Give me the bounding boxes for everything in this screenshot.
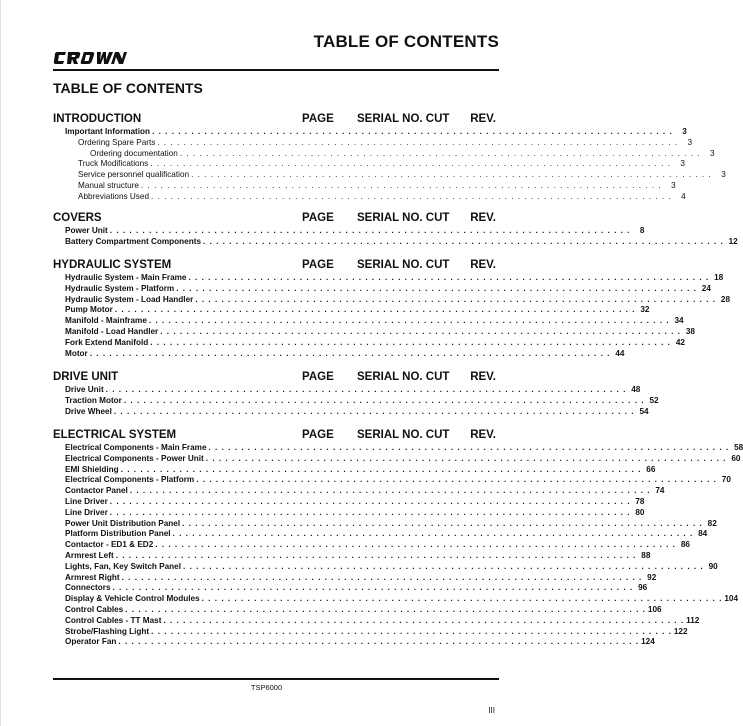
entry-label: Armrest Right	[65, 572, 120, 582]
entry-label: Drive Unit	[65, 385, 104, 394]
section-header	[53, 371, 499, 385]
dot-leader: . . . . . . . . . . . . . . . . . . . . . . . . . . . . . . . . . . . . . . . . . . . . . . . . . . . . . . . . . . . . . . . . . . . . . . . . . . . . . . . .	[188, 273, 710, 282]
toc-entry[interactable]	[78, 180, 676, 192]
toc-entry[interactable]	[65, 406, 649, 418]
entry-label: Truck Modifications	[78, 159, 149, 169]
toc-entry[interactable]	[65, 294, 730, 306]
dot-leader: . . . . . . . . . . . . . . . . . . . . . . . . . . . . . . . . . . . . . . . . . . . . . . . . . . . . . . . . . . . . . . . . . . . . . . . . . . . . . . . .	[196, 475, 717, 485]
entry-page-number: 106	[647, 604, 662, 614]
toc-section	[53, 429, 743, 648]
dot-leader: . . . . . . . . . . . . . . . . . . . . . . . . . . . . . . . . . . . . . . . . . . . . . . . . . . . . . . . . . . . . . . . . . . . . . . . . . . . . . . . .	[172, 529, 694, 539]
rev-column-header: REV.	[470, 371, 496, 383]
page-edge	[0, 0, 1, 726]
section-header	[53, 259, 499, 273]
page-column-header: PAGE	[302, 259, 334, 271]
entry-page-number: 48	[631, 385, 641, 394]
entry-label: Control Cables - TT Mast	[65, 615, 162, 625]
entry-page-number: 3	[671, 180, 676, 190]
dot-leader: . . . . . . . . . . . . . . . . . . . . . . . . . . . . . . . . . . . . . . . . . . . . . . . . . . . . . . . . . . . . . . . . . . . . . . . . . . . . . . . .	[150, 337, 671, 347]
entry-label: Contactor - ED1 & ED2	[65, 540, 154, 550]
toc-entry[interactable]	[65, 594, 739, 605]
serial-column-header: SERIAL NO. CUT	[357, 212, 450, 224]
rev-column-header: REV.	[470, 259, 496, 271]
entry-page-number: 86	[680, 540, 690, 550]
dot-leader: . . . . . . . . . . . . . . . . . . . . . . . . . . . . . . . . . . . . . . . . . . . . . . . . . . . . . . . . . . . . . . . . . . . . . . . . . . . . . . . .	[121, 572, 643, 582]
dot-leader: . . . . . . . . . . . . . . . . . . . . . . . . . . . . . . . . . . . . . . . . . . . . . . . . . . . . . . . . . . . . . . . . . . . . . . . . . . . . . . . .	[179, 148, 701, 158]
page-title: TABLE OF CONTENTS	[313, 32, 499, 51]
entry-label: Manifold - Mainframe	[65, 316, 147, 326]
dot-leader: . . . . . . . . . . . . . . . . . . . . . . . . . . . . . . . . . . . . . . . . . . . . . . . . . . . . . . . . . . . . . . . . . . . . . . . . . . . . . . . .	[115, 550, 637, 560]
dot-leader: . . . . . . . . . . . . . . . . . . . . . . . . . . . . . . . . . . . . . . . . . . . . . . . . . . . . . . . . . . . . . . . . . . . . . . . . . . . . . . . .	[155, 540, 676, 550]
entry-label: Pump Motor	[65, 305, 113, 315]
dot-leader: . . . . . . . . . . . . . . . . . . . . . . . . . . . . . . . . . . . . . . . . . . . . . . . . . . . . . . . . . . . . . . . . . . . . . . . . . . . . . . . .	[150, 159, 671, 169]
toc-section	[53, 371, 659, 417]
rev-column-header: REV.	[470, 212, 496, 224]
toc-section	[53, 113, 726, 203]
entry-label: Battery Compartment Components	[65, 236, 202, 246]
entry-label: Manual structure	[78, 180, 139, 190]
dot-leader: . . . . . . . . . . . . . . . . . . . . . . . . . . . . . . . . . . . . . . . . . . . . . . . . . . . . . . . . . . . . . . . . . . . . . . . . . . . . . . . .	[176, 283, 697, 293]
serial-column-header: SERIAL NO. CUT	[357, 113, 450, 125]
entry-label: Operator Fan	[65, 637, 117, 647]
entry-page-number: 88	[641, 550, 651, 560]
entry-page-number: 80	[635, 507, 645, 517]
section-header	[53, 212, 499, 226]
serial-column-header: SERIAL NO. CUT	[357, 371, 450, 383]
toc-entry[interactable]	[65, 529, 708, 540]
entry-page-number: 70	[721, 475, 731, 485]
entry-page-number: 4	[681, 191, 686, 201]
entry-page-number: 54	[639, 406, 649, 416]
toc-entry[interactable]	[65, 518, 717, 530]
entry-page-number: 44	[615, 348, 625, 358]
entry-page-number: 52	[649, 395, 659, 405]
toc-entry[interactable]	[65, 604, 662, 616]
dot-leader: . . . . . . . . . . . . . . . . . . . . . . . . . . . . . . . . . . . . . . . . . . . . . . . . . . . . . . . . . . . . . . . . . . . . . . . . . . . . . . . .	[183, 561, 704, 571]
entry-page-number: 3	[721, 170, 726, 180]
entry-label: Fork Extend Manifold	[65, 337, 149, 347]
toc-entry[interactable]	[65, 236, 738, 248]
toc-entry[interactable]	[78, 191, 686, 203]
entry-page-number: 96	[638, 583, 648, 593]
entry-label: Ordering documentation	[90, 148, 178, 158]
toc-entry[interactable]	[65, 615, 700, 627]
dot-leader: . . . . . . . . . . . . . . . . . . . . . . . . . . . . . . . . . . . . . . . . . . . . . . . . . . . . . . . . . . . . . . . . . . . . . . . . . . . . . . . .	[120, 464, 642, 474]
rev-column-header: REV.	[470, 429, 496, 441]
toc-entry[interactable]	[65, 273, 724, 284]
entry-page-number: 82	[707, 518, 717, 528]
toc-entry[interactable]	[65, 637, 655, 648]
section-title: COVERS	[53, 212, 102, 224]
toc-entry[interactable]	[78, 159, 685, 170]
entry-label: Ordering Spare Parts	[78, 137, 156, 147]
entry-label: Power Unit Distribution Panel	[65, 518, 181, 528]
dot-leader: . . . . . . . . . . . . . . . . . . . . . . . . . . . . . . . . . . . . . . . . . . . . . . . . . . . . . . . . . . . . . . . . . . . . . . . . . . . . . . . .	[182, 518, 703, 528]
toc-entry[interactable]	[65, 395, 659, 407]
entry-page-number: 24	[701, 283, 711, 293]
dot-leader: . . . . . . . . . . . . . . . . . . . . . . . . . . . . . . . . . . . . . . . . . . . . . . . . . . . . . . . . . . . . . . . . . . . . . . . . . . . . . . . .	[203, 236, 724, 246]
dot-leader: . . . . . . . . . . . . . . . . . . . . . . . . . . . . . . . . . . . . . . . . . . . . . . . . . . . . . . . . . . . . . . . . . . . . . . . . . . . . . . . .	[125, 604, 646, 614]
entry-label: Armrest Left	[65, 550, 114, 560]
dot-leader: . . . . . . . . . . . . . . . . . . . . . . . . . . . . . . . . . . . . . . . . . . . . . . . . . . . . . . . . . . . . . . . . . . . . . . . . . . . . . . . .	[208, 443, 730, 452]
entry-page-number: 42	[675, 337, 685, 347]
entry-page-number: 104	[724, 594, 739, 604]
section-title: ELECTRICAL SYSTEM	[53, 429, 177, 441]
page-column-header: PAGE	[302, 429, 334, 441]
entry-page-number: 122	[673, 626, 688, 636]
entry-page-number: 18	[714, 273, 724, 282]
toc-heading: TABLE OF CONTENTS	[53, 80, 203, 96]
dot-leader: . . . . . . . . . . . . . . . . . . . . . . . . . . . . . . . . . . . . . . . . . . . . . . . . . . . . . . . . . . . . . . . . . . . . . . . . . . . . . . . .	[114, 305, 636, 315]
toc-entry[interactable]	[65, 226, 645, 237]
toc-entry[interactable]	[65, 316, 684, 327]
entry-label: Display & Vehicle Control Modules	[65, 594, 200, 604]
page-number: III	[488, 706, 495, 715]
section-title: DRIVE UNIT	[53, 371, 119, 383]
entry-label: Power Unit	[65, 226, 108, 235]
dot-leader: . . . . . . . . . . . . . . . . . . . . . . . . . . . . . . . . . . . . . . . . . . . . . . . . . . . . . . . . . . . . . . . . . . . . . . . . . . . . . . . .	[160, 326, 681, 336]
section-title: INTRODUCTION	[53, 113, 142, 125]
page-column-header: PAGE	[302, 113, 334, 125]
toc-entry[interactable]	[65, 348, 625, 360]
toc-entry[interactable]	[65, 572, 657, 584]
entry-label: Motor	[65, 348, 88, 358]
toc-section	[53, 259, 730, 359]
dot-leader: . . . . . . . . . . . . . . . . . . . . . . . . . . . . . . . . . . . . . . . . . . . . . . . . . . . . . . . . . . . . . . . . . . . . . . . . . . . . . . . .	[109, 496, 631, 506]
dot-leader: . . . . . . . . . . . . . . . . . . . . . . . . . . . . . . . . . . . . . . . . . . . . . . . . . . . . . . . . . . . . . . . . . . . . . . . . . . . . . . . .	[152, 127, 673, 136]
entry-page-number: 90	[708, 561, 718, 571]
dot-leader: . . . . . . . . . . . . . . . . . . . . . . . . . . . . . . . . . . . . . . . . . . . . . . . . . . . . . . . . . . . . . . . . . . . . . . . . . . . . . . . .	[195, 294, 716, 304]
entry-page-number: 8	[639, 226, 645, 235]
toc-entry[interactable]	[65, 385, 641, 396]
entry-label: Hydraulic System - Platform	[65, 283, 175, 293]
entry-label: Electrical Components - Main Frame	[65, 443, 207, 452]
dot-leader: . . . . . . . . . . . . . . . . . . . . . . . . . . . . . . . . . . . . . . . . . . . . . . . . . . . . . . . . . . . . . . . . . . . . . . . . . . . . . . . .	[205, 453, 727, 463]
entry-page-number: 3	[709, 148, 715, 158]
page-column-header: PAGE	[302, 212, 334, 224]
dot-leader: . . . . . . . . . . . . . . . . . . . . . . . . . . . . . . . . . . . . . . . . . . . . . . . . . . . . . . . . . . . . . . . . . . . . . . . . . . . . . . . .	[89, 348, 611, 358]
entry-page-number: 112	[686, 615, 700, 625]
entry-label: Hydraulic System - Main Frame	[65, 273, 187, 282]
dot-leader: . . . . . . . . . . . . . . . . . . . . . . . . . . . . . . . . . . . . . . . . . . . . . . . . . . . . . . . . . . . . . . . . . . . . . . . . . . . . . . . .	[148, 316, 670, 326]
toc-entry[interactable]	[65, 475, 731, 486]
entry-label: Lights, Fan, Key Switch Panel	[65, 561, 182, 571]
toc-entry[interactable]	[65, 326, 695, 338]
entry-page-number: 32	[640, 305, 650, 315]
entry-label: Drive Wheel	[65, 406, 112, 416]
toc-entry[interactable]	[65, 464, 656, 476]
entry-page-number: 84	[698, 529, 708, 539]
dot-leader: . . . . . . . . . . . . . . . . . . . . . . . . . . . . . . . . . . . . . . . . . . . . . . . . . . . . . . . . . . . . . . . . . . . . . . . . . . . . . . . .	[113, 406, 635, 416]
entry-page-number: 38	[685, 326, 695, 336]
dot-leader: . . . . . . . . . . . . . . . . . . . . . . . . . . . . . . . . . . . . . . . . . . . . . . . . . . . . . . . . . . . . . . . . . . . . . . . . . . . . . . . .	[151, 626, 672, 636]
entry-page-number: 58	[734, 443, 743, 452]
entry-page-number: 28	[720, 294, 730, 304]
serial-column-header: SERIAL NO. CUT	[357, 429, 450, 441]
entry-page-number: 3	[687, 137, 693, 147]
entry-label: EMI Shielding	[65, 464, 119, 474]
crown-logo	[53, 50, 127, 66]
dot-leader: . . . . . . . . . . . . . . . . . . . . . . . . . . . . . . . . . . . . . . . . . . . . . . . . . . . . . . . . . . . . . . . . . . . . . . . . . . . . . . . .	[118, 637, 640, 647]
toc-entry[interactable]	[65, 337, 685, 349]
dot-leader: . . . . . . . . . . . . . . . . . . . . . . . . . . . . . . . . . . . . . . . . . . . . . . . . . . . . . . . . . . . . . . . . . . . . . . . . . . . . . . . .	[109, 226, 631, 235]
entry-label: Manifold - Load Handler	[65, 326, 159, 336]
entry-label: Hydraulic System - Load Handler	[65, 294, 194, 304]
entry-label: Line Driver	[65, 507, 108, 517]
entry-label: Important Information	[65, 127, 151, 136]
serial-column-header: SERIAL NO. CUT	[357, 259, 450, 271]
toc-entry[interactable]	[65, 486, 665, 497]
dot-leader: . . . . . . . . . . . . . . . . . . . . . . . . . . . . . . . . . . . . . . . . . . . . . . . . . . . . . . . . . . . . . . . . . . . . . . . . . . . . . . . .	[163, 615, 685, 625]
dot-leader: . . . . . . . . . . . . . . . . . . . . . . . . . . . . . . . . . . . . . . . . . . . . . . . . . . . . . . . . . . . . . . . . . . . . . . . . . . . . . . . .	[191, 170, 712, 180]
dot-leader: . . . . . . . . . . . . . . . . . . . . . . . . . . . . . . . . . . . . . . . . . . . . . . . . . . . . . . . . . . . . . . . . . . . . . . . . . . . . . . . .	[140, 180, 662, 190]
document-id: TSP6000	[250, 683, 283, 692]
dot-leader: . . . . . . . . . . . . . . . . . . . . . . . . . . . . . . . . . . . . . . . . . . . . . . . . . . . . . . . . . . . . . . . . . . . . . . . . . . . . . . . .	[112, 583, 634, 593]
toc-entry[interactable]	[65, 626, 688, 638]
page-column-header: PAGE	[302, 371, 334, 383]
entry-label: Service personnel qualification	[78, 170, 190, 180]
toc-entry[interactable]	[65, 305, 650, 316]
dot-leader: . . . . . . . . . . . . . . . . . . . . . . . . . . . . . . . . . . . . . . . . . . . . . . . . . . . . . . . . . . . . . . . . . . . . . . . . . . . . . . . .	[109, 507, 631, 517]
entry-page-number: 12	[728, 236, 738, 246]
entry-page-number: 3	[682, 127, 687, 136]
section-title: HYDRAULIC SYSTEM	[53, 259, 172, 271]
entry-label: Contactor Panel	[65, 486, 128, 496]
section-header	[53, 429, 499, 443]
entry-page-number: 124	[641, 637, 655, 647]
dot-leader: . . . . . . . . . . . . . . . . . . . . . . . . . . . . . . . . . . . . . . . . . . . . . . . . . . . . . . . . . . . . . . . . . . . . . . . . . . . . . . . .	[157, 137, 679, 147]
dot-leader: . . . . . . . . . . . . . . . . . . . . . . . . . . . . . . . . . . . . . . . . . . . . . . . . . . . . . . . . . . . . . . . . . . . . . . . . . . . . . . . .	[105, 385, 627, 394]
entry-label: Platform Distribution Panel	[65, 529, 171, 539]
entry-page-number: 34	[674, 316, 684, 326]
entry-page-number: 66	[646, 464, 656, 474]
toc-entry[interactable]	[65, 283, 711, 295]
dot-leader: . . . . . . . . . . . . . . . . . . . . . . . . . . . . . . . . . . . . . . . . . . . . . . . . . . . . . . . . . . . . . . . . . . . . . . . . . . . . . . . .	[123, 395, 645, 405]
dot-leader: . . . . . . . . . . . . . . . . . . . . . . . . . . . . . . . . . . . . . . . . . . . . . . . . . . . . . . . . . . . . . . . . . . . . . . . . . . . . . . . .	[151, 191, 672, 201]
toc-entry[interactable]	[78, 137, 693, 149]
toc-section	[53, 212, 738, 248]
rev-column-header: REV.	[470, 113, 496, 125]
toc-entry[interactable]	[78, 170, 726, 181]
entry-page-number: 92	[647, 572, 657, 582]
section-header	[53, 113, 499, 127]
dot-leader: . . . . . . . . . . . . . . . . . . . . . . . . . . . . . . . . . . . . . . . . . . . . . . . . . . . . . . . . . . . . . . . . . . . . . . . . . . . . . . . .	[129, 486, 651, 496]
entry-page-number: 78	[635, 496, 645, 506]
dot-leader: . . . . . . . . . . . . . . . . . . . . . . . . . . . . . . . . . . . . . . . . . . . . . . . . . . . . . . . . . . . . . . . . . . . . . . . . . . . . . . . .	[201, 594, 723, 604]
footer-rule	[53, 678, 499, 680]
toc-entry[interactable]	[65, 443, 743, 454]
entry-label: Strobe/Flashing Light	[65, 626, 150, 636]
entry-label: Connectors	[65, 583, 111, 593]
entry-label: Line Driver	[65, 496, 108, 506]
entry-label: Electrical Components - Power Unit	[65, 453, 204, 463]
entry-page-number: 3	[680, 159, 685, 169]
toc-entry[interactable]	[65, 550, 651, 562]
header-rule	[53, 69, 499, 71]
toc-entry[interactable]	[65, 496, 645, 508]
toc-entry[interactable]	[65, 507, 645, 519]
toc-entry[interactable]	[90, 148, 715, 160]
entry-label: Electrical Components - Platform	[65, 475, 195, 485]
toc-entry[interactable]	[65, 561, 718, 573]
toc-entry[interactable]	[65, 583, 648, 594]
toc-entry[interactable]	[65, 540, 690, 551]
entry-label: Control Cables	[65, 604, 124, 614]
entry-label: Abbreviations Used	[78, 191, 149, 201]
entry-page-number: 60	[731, 453, 741, 463]
toc-entry[interactable]	[65, 453, 741, 465]
entry-label: Traction Motor	[65, 395, 122, 405]
toc-entry[interactable]	[65, 127, 687, 138]
entry-page-number: 74	[655, 486, 665, 496]
